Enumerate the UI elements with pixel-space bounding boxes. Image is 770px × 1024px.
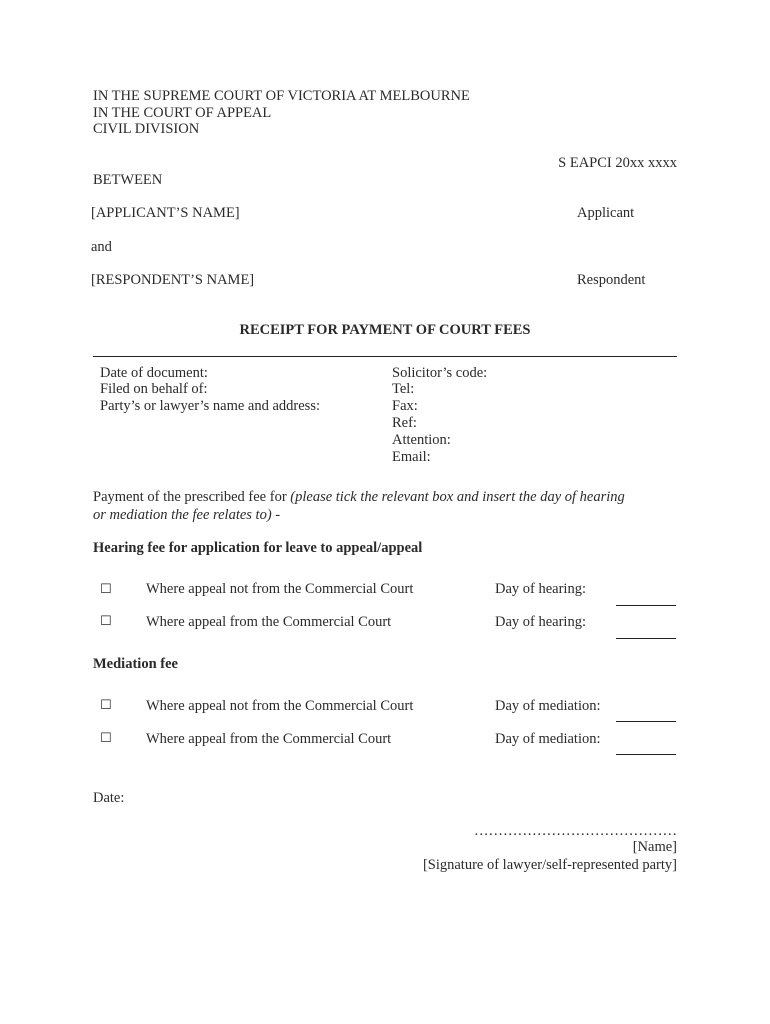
payment-instruction-italic-2: or mediation the fee relates to) - xyxy=(93,507,281,523)
party-address-label: Party’s or lawyer’s name and address: xyxy=(100,398,320,414)
hearing-option-label: Where appeal not from the Commercial Court xyxy=(146,581,414,597)
day-of-hearing-field[interactable] xyxy=(616,638,676,639)
checkbox-icon[interactable]: ☐ xyxy=(100,614,112,629)
title-divider xyxy=(93,356,677,357)
respondent-role: Respondent xyxy=(577,272,646,288)
between-label: BETWEEN xyxy=(93,172,163,188)
payment-instructions xyxy=(93,489,625,506)
date-of-document-label: Date of document: xyxy=(100,365,208,381)
day-of-hearing-label: Day of hearing: xyxy=(495,581,586,597)
ref-label: Ref: xyxy=(392,415,417,431)
checkbox-icon[interactable]: ☐ xyxy=(100,582,112,597)
mediation-option-label: Where appeal from the Commercial Court xyxy=(146,731,392,747)
day-of-hearing-label: Day of hearing: xyxy=(495,614,586,630)
signature-role: [Signature of lawyer/self-represented party] xyxy=(422,857,677,873)
and-label: and xyxy=(91,239,112,255)
case-number: S EAPCI 20xx xxxx xyxy=(558,155,677,171)
tel-label: Tel: xyxy=(392,381,415,397)
checkbox-icon[interactable]: ☐ xyxy=(100,731,112,746)
day-of-mediation-label: Day of mediation: xyxy=(495,731,601,747)
applicant-role: Applicant xyxy=(577,205,635,221)
mediation-option-label: Where appeal not from the Commercial Court xyxy=(146,698,414,714)
signature-name: [Name] xyxy=(632,839,677,855)
document-title: RECEIPT FOR PAYMENT OF COURT FEES xyxy=(239,322,531,338)
checkbox-icon[interactable]: ☐ xyxy=(100,698,112,713)
day-of-hearing-field[interactable] xyxy=(616,605,676,606)
day-of-mediation-field[interactable] xyxy=(616,721,676,722)
day-of-mediation-field[interactable] xyxy=(616,754,676,755)
court-name: IN THE SUPREME COURT OF VICTORIA AT MELBOURNE xyxy=(93,88,470,104)
fax-label: Fax: xyxy=(392,398,418,414)
court-subdivision: CIVIL DIVISION xyxy=(93,121,200,137)
hearing-fee-heading: Hearing fee for application for leave to appeal/appeal xyxy=(93,540,423,556)
date-label: Date: xyxy=(93,790,125,806)
respondent-name: [RESPONDENT’S NAME] xyxy=(91,272,255,288)
payment-intro: Payment of the prescribed fee for xyxy=(93,489,291,505)
mediation-fee-heading: Mediation fee xyxy=(93,656,178,672)
hearing-option-label: Where appeal from the Commercial Court xyxy=(146,614,392,630)
solicitor-code-label: Solicitor’s code: xyxy=(392,365,488,381)
court-division: IN THE COURT OF APPEAL xyxy=(93,105,272,121)
signature-line[interactable]: …………………………………… xyxy=(474,823,677,839)
email-label: Email: xyxy=(392,449,431,465)
applicant-name: [APPLICANT’S NAME] xyxy=(91,205,240,221)
payment-instruction-italic: (please tick the relevant box and insert the day of hearing xyxy=(290,489,625,505)
attention-label: Attention: xyxy=(392,432,451,448)
day-of-mediation-label: Day of mediation: xyxy=(495,698,601,714)
filed-on-behalf-label: Filed on behalf of: xyxy=(100,381,208,397)
